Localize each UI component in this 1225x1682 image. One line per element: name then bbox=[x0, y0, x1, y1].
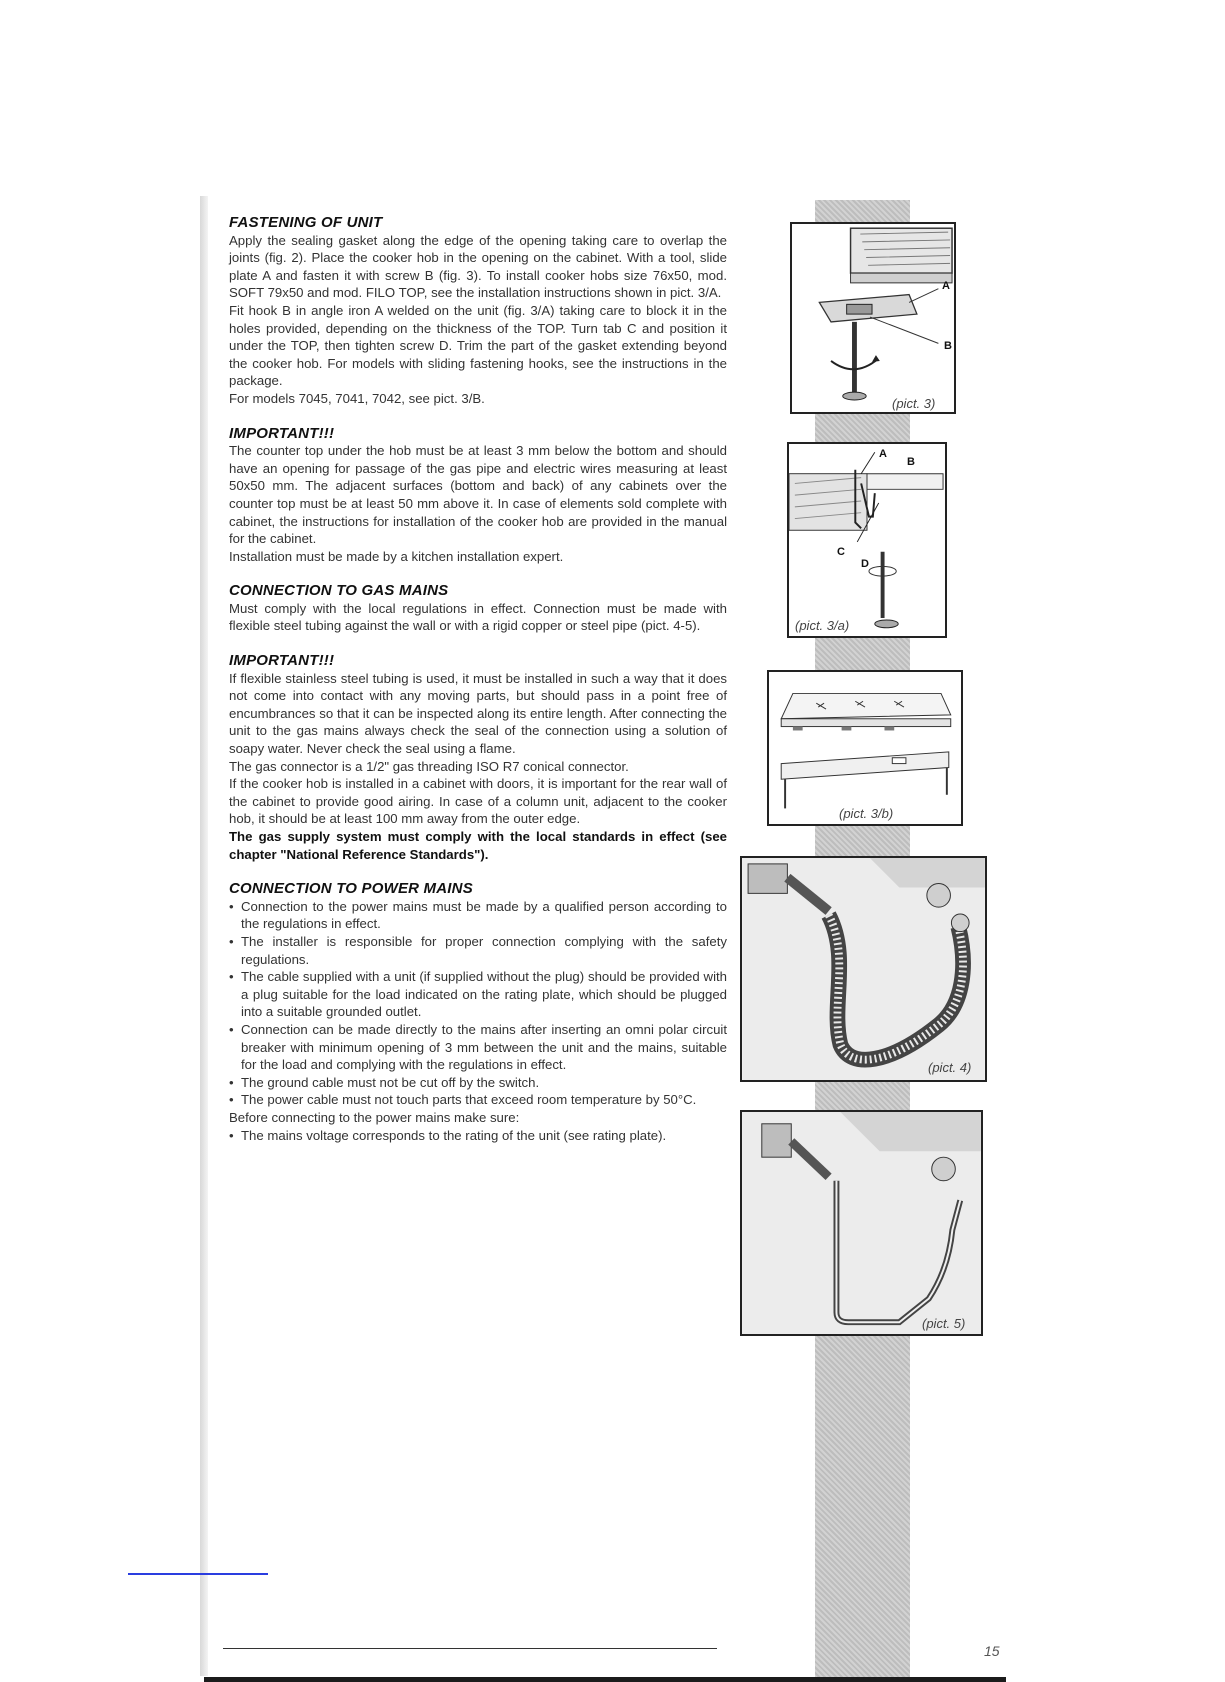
list-item: • The power cable must not touch parts that exceed room temperature by 50°C. bbox=[229, 1091, 727, 1109]
label-c: C bbox=[837, 546, 845, 558]
paragraph: If the cooker hob is installed in a cabinet with doors, it is important for the rear wall of the cabinet to provide good airing. In case of a column unit, adjacent to the cooker hob, it should be at least 100 mm away from the outer edge. bbox=[229, 776, 727, 827]
rigid-gas-pipe-illustration bbox=[742, 1112, 981, 1334]
paragraph: Must comply with the local regulations in effect. Connection must be made with flexible steel tubing against the wall or with a rigid copper or steel pipe (pict. 4-5). bbox=[229, 600, 727, 634]
before-connecting-text: Before connecting to the power mains make sure: bbox=[229, 1109, 520, 1125]
figure-pict-3 bbox=[790, 222, 956, 414]
list-item: • The ground cable must not be cut off by the switch. bbox=[229, 1074, 727, 1092]
paragraph: If flexible stainless steel tubing is used, it must be installed in such a way that it does not come into contact with any moving parts, but should pass in a point free of encumbrances so that it can be inspected along its entire length. After connecting the unit to the gas mains always check the seal of the connection using a solution of soapy water. Never check the seal using a flame. bbox=[229, 670, 727, 757]
flexible-gas-tube-illustration bbox=[742, 858, 985, 1080]
label-b: B bbox=[944, 340, 952, 352]
scan-edge bbox=[200, 196, 208, 1676]
paragraph: Installation must be made by a kitchen installation expert. bbox=[229, 548, 564, 564]
fastening-plate-illustration bbox=[792, 224, 954, 412]
heading-important-2: IMPORTANT!!! bbox=[229, 652, 335, 670]
paragraph: The gas connector is a 1/2" gas threading ISO R7 conical connector. bbox=[229, 758, 629, 774]
paragraph: The counter top under the hob must be at least 3 mm below the bottom and should have an opening for passage of the gas pipe and electric wires measuring at least 50x50 mm. The adjacent surfaces (bottom and back) of any cabinets over the counter top must be at least 50 mm above it. In case of elements sold complete with cabinet, the instructions for installation of the cooker hob are provided in the manual for the cabinet. bbox=[229, 443, 727, 547]
list-item: • The cable supplied with a unit (if supplied without the plug) should be provided with a plug suitable for the load indicated on the rating plate, which should be plugged into a suitable grounded outlet. bbox=[229, 968, 727, 1021]
figure-pict-5 bbox=[740, 1110, 983, 1336]
label-a: A bbox=[879, 448, 887, 460]
paragraph: Fit hook B in angle iron A welded on the unit (fig. 3/A) taking care to block it in the holes provided, depending on the thickness of the TOP. Turn tab C and position it under the TOP, then tighten screw D. Trim the part of the gasket extending beyond the cooker hob. For models with sliding fastening hooks, see the instructions in the package. bbox=[229, 302, 727, 389]
figure-caption: (pict. 3) bbox=[892, 396, 936, 411]
list-item: • The installer is responsible for proper connection complying with the safety regulations. bbox=[229, 933, 727, 968]
label-a: A bbox=[942, 280, 950, 292]
figure-pict-3a bbox=[787, 442, 947, 638]
figure-pict-4 bbox=[740, 856, 987, 1082]
power-bullets bbox=[229, 898, 727, 1109]
page-bottom-edge bbox=[204, 1677, 1006, 1682]
label-b: B bbox=[907, 456, 915, 468]
list-item: • Connection can be made directly to the mains after inserting an omni polar circuit breaker with minimum opening of 3 mm between the unit and the mains, suitable for the load and complying with the regulations in effect. bbox=[229, 1021, 727, 1074]
figure-caption: (pict. 3/b) bbox=[839, 806, 894, 821]
heading-gas-mains: CONNECTION TO GAS MAINS bbox=[229, 582, 449, 600]
heading-power-mains: CONNECTION TO POWER MAINS bbox=[229, 880, 473, 898]
heading-important-1: IMPORTANT!!! bbox=[229, 424, 335, 442]
figure-pict-3b bbox=[767, 670, 963, 826]
list-item: • Connection to the power mains must be made by a qualified person according to the regulations in effect. bbox=[229, 898, 727, 933]
figure-caption: (pict. 3/a) bbox=[795, 618, 850, 633]
figure-caption: (pict. 4) bbox=[928, 1060, 972, 1075]
hook-bracket-illustration bbox=[789, 444, 945, 636]
paragraph: For models 7045, 7041, 7042, see pict. 3/B. bbox=[229, 390, 485, 406]
heading-fastening: FASTENING OF UNIT bbox=[229, 214, 383, 231]
bottom-rule bbox=[223, 1648, 717, 1649]
gas-standards-note: The gas supply system must comply with the local standards in effect (see chapter "National Reference Standards"). bbox=[229, 829, 727, 862]
list-item: • The mains voltage corresponds to the rating of the unit (see rating plate). bbox=[229, 1127, 727, 1145]
hob-and-cabinet-illustration bbox=[769, 672, 961, 824]
before-connecting-bullets bbox=[229, 1127, 727, 1145]
text-column bbox=[229, 214, 727, 1144]
page-number: 15 bbox=[984, 1643, 1000, 1659]
paragraph: Apply the sealing gasket along the edge of the opening taking care to overlap the joints (fig. 2). Place the cooker hob in the opening on the cabinet. With a tool, slide plate A and fasten it with screw B (fig. 3). To install cooker hobs size 76x50, mod. SOFT 79x50 and mod. FILO TOP, see the installation instructions shown in pict. 3/A. bbox=[229, 232, 727, 301]
viewer-link-underline bbox=[128, 1573, 268, 1575]
figure-caption: (pict. 5) bbox=[922, 1316, 966, 1331]
label-d: D bbox=[861, 558, 869, 570]
